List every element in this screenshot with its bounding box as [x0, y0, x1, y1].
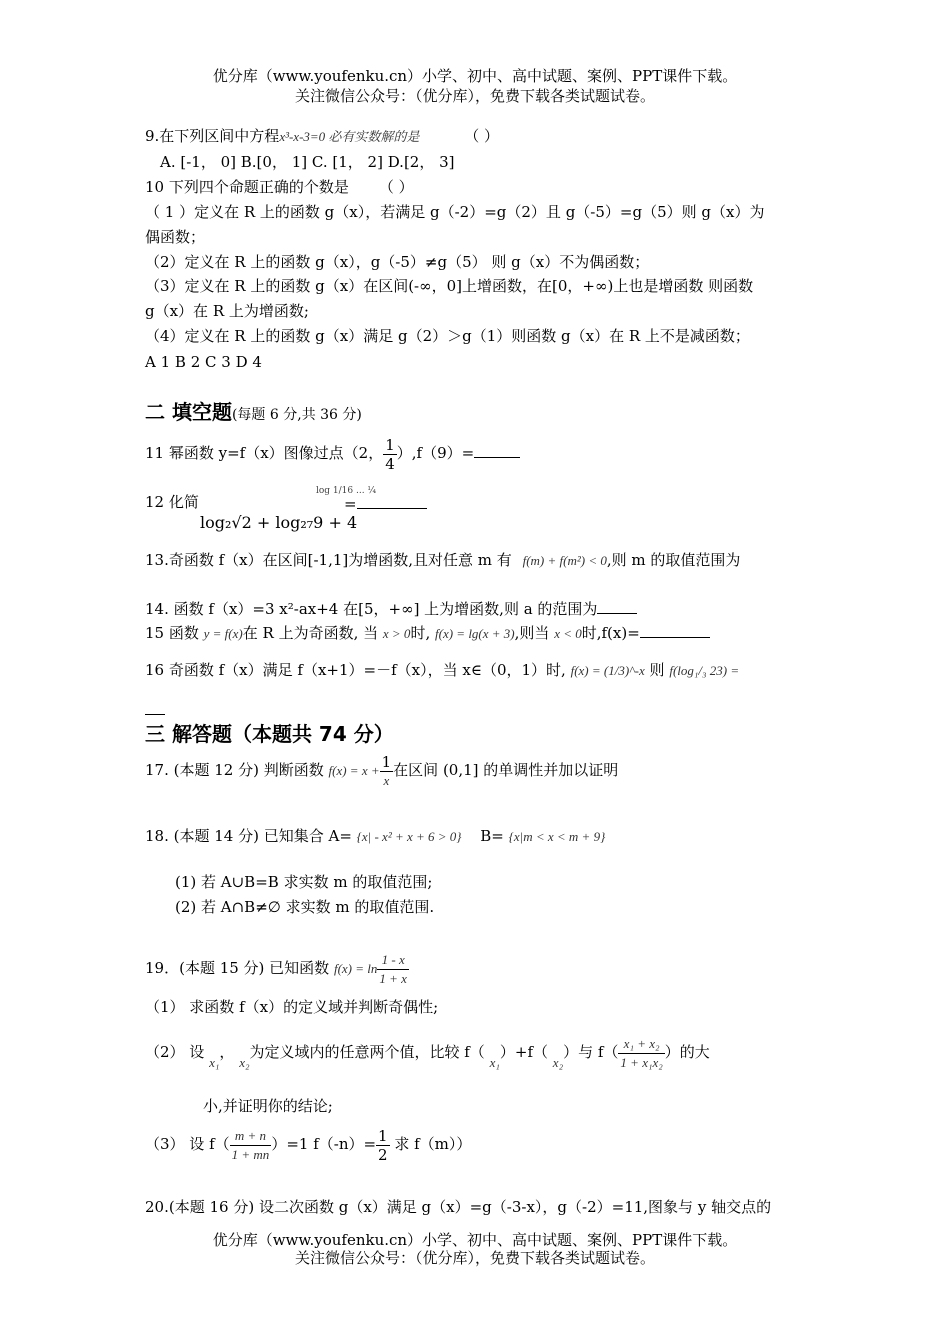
- question-10-p1b: 偶函数；: [145, 228, 206, 246]
- question-10-stem: 10 下列四个命题正确的个数是 （ ）: [145, 178, 414, 196]
- question-13: 13.奇函数 f（x）在区间[-1,1]为增函数,且对任意 m 有 f(m) + f(m²) < 0,则 m 的取值范围为: [145, 551, 741, 569]
- question-10-p3a: （3）定义在 R 上的函数 g（x）在区间(-∞，0]上增函数，在[0，+∞)上也是增函数 则函数: [145, 277, 754, 295]
- section-3-title: 三 解答题（本题共 74 分）: [145, 722, 394, 746]
- question-9: 9.在下列区间中方程x³-x-3=0 必有实数解的是 （ ）: [145, 127, 499, 145]
- header-line-1: 优分库（www.youfenku.cn）小学、初中、高中试题、案例、PPT课件下载。: [212, 67, 738, 85]
- question-12-expression: log₂√2 + log₂₇9 + 4: [200, 513, 358, 532]
- question-12-exponent: log 1/16 ... ¼: [316, 486, 377, 496]
- question-12: 12 化简: [145, 493, 199, 511]
- question-16: 16 奇函数 f（x）满足 f（x+1）=－f（x），当 x∈（0，1）时, f(x) = (1/3)^-x 则 f(log₁/₃ 23) =: [145, 661, 740, 679]
- fraction: $\frac{1}{2}$: [378, 1126, 388, 1164]
- question-16-blank[interactable]: [145, 700, 165, 712]
- question-19-part-3: （3） 设 f（ $\frac{m + n}{1 + mn}$ ）=1 f（-n）= $\frac{1}{2}$ 求 f（m））: [145, 1126, 472, 1164]
- question-15: 15 函数 y = f(x)在 R 上为奇函数, 当 x > 0时, f(x) = lg(x + 3),则当 x < 0时,f(x)=: [145, 623, 710, 644]
- answer-blank[interactable]: [597, 613, 637, 614]
- question-19-part-1: （1） 求函数 f（x）的定义域并判断奇偶性;: [145, 998, 439, 1016]
- question-19-part-2-cont: 小,并证明你的结论;: [203, 1097, 333, 1115]
- question-10-p1a: （ 1 ）定义在 R 上的函数 g（x），若满足 g（-2）=g（2）且 g（-5）=g（5）则 g（x）为: [145, 203, 765, 221]
- fraction: $\frac{m + n}{1 + mn}$: [231, 1127, 270, 1162]
- question-18-part-2: (2) 若 A∩B≠∅ 求实数 m 的取值范围.: [175, 898, 435, 916]
- question-19: 19．(本题 15 分) 已知函数 f(x) = ln $\frac{1 - x}{1 + x}$: [145, 951, 407, 986]
- fraction: $\frac{1}{x}$: [381, 752, 392, 788]
- question-10-p3b: g（x）在 R 上为增函数;: [145, 302, 309, 320]
- question-10-p2: （2）定义在 R 上的函数 g（x），g（-5）≠g（5） 则 g（x）不为偶函数；: [145, 253, 650, 271]
- question-10-options: A 1 B 2 C 3 D 4: [145, 353, 262, 371]
- question-11: 11 幂函数 y=f（x）图像过点（2， $\frac{1}{4}$ ）,f（9）=: [145, 432, 520, 474]
- section-2-title: 二 填空题(每题 6 分,共 36 分): [145, 400, 362, 424]
- question-10-p4: （4）定义在 R 上的函数 g（x）满足 g（2）＞g（1）则函数 g（x）在 R 上不是减函数；: [145, 327, 750, 345]
- fraction: $\frac{1 - x}{1 + x}$: [379, 951, 407, 986]
- question-19-part-2: （2） 设 x₁， x₂为定义域内的任意两个值，比较 f（ x₁）+f（ x₂）与 f（ $\frac{\text{x₁ + x₂}}{\text{1 + x₁x₂}}$ ）的大: [145, 1035, 710, 1070]
- fraction: $\frac{\text{x₁ + x₂}}{\text{1 + x₁x₂}}$: [620, 1035, 663, 1070]
- question-9-options: A. [-1， 0] B.[0， 1] C. [1， 2] D.[2， 3]: [160, 153, 455, 171]
- footer-line-1: 优分库（www.youfenku.cn）小学、初中、高中试题、案例、PPT课件下载。: [212, 1231, 738, 1249]
- question-18: 18. (本题 14 分) 已知集合 A= {x| - x² + x + 6 > 0} B= {x|m < x < m + 9}: [145, 827, 606, 845]
- answer-blank[interactable]: [474, 457, 520, 458]
- question-18-part-1: (1) 若 A∪B=B 求实数 m 的取值范围;: [175, 873, 433, 891]
- footer-line-2: 关注微信公众号：（优分库），免费下载各类试题试卷。: [294, 1249, 655, 1267]
- question-14: 14. 函数 f（x）=3 x²-ax+4 在[5，+∞] 上为增函数,则 a 的范围为: [145, 599, 637, 619]
- answer-blank[interactable]: [640, 637, 710, 638]
- question-12-tail: =: [344, 494, 427, 514]
- header-line-2: 关注微信公众号：（优分库），免费下载各类试题试卷。: [294, 87, 655, 105]
- fraction: $\frac{1}{4}$: [385, 435, 395, 473]
- answer-blank[interactable]: [357, 508, 427, 509]
- question-17: 17. (本题 12 分) 判断函数 f(x) = x + $\frac{1}{x}$ 在区间 (0,1] 的单调性并加以证明: [145, 752, 619, 788]
- question-20: 20.(本题 16 分) 设二次函数 g（x）满足 g（x）=g（-3-x），g（-2）=11,图象与 y 轴交点的: [145, 1198, 772, 1216]
